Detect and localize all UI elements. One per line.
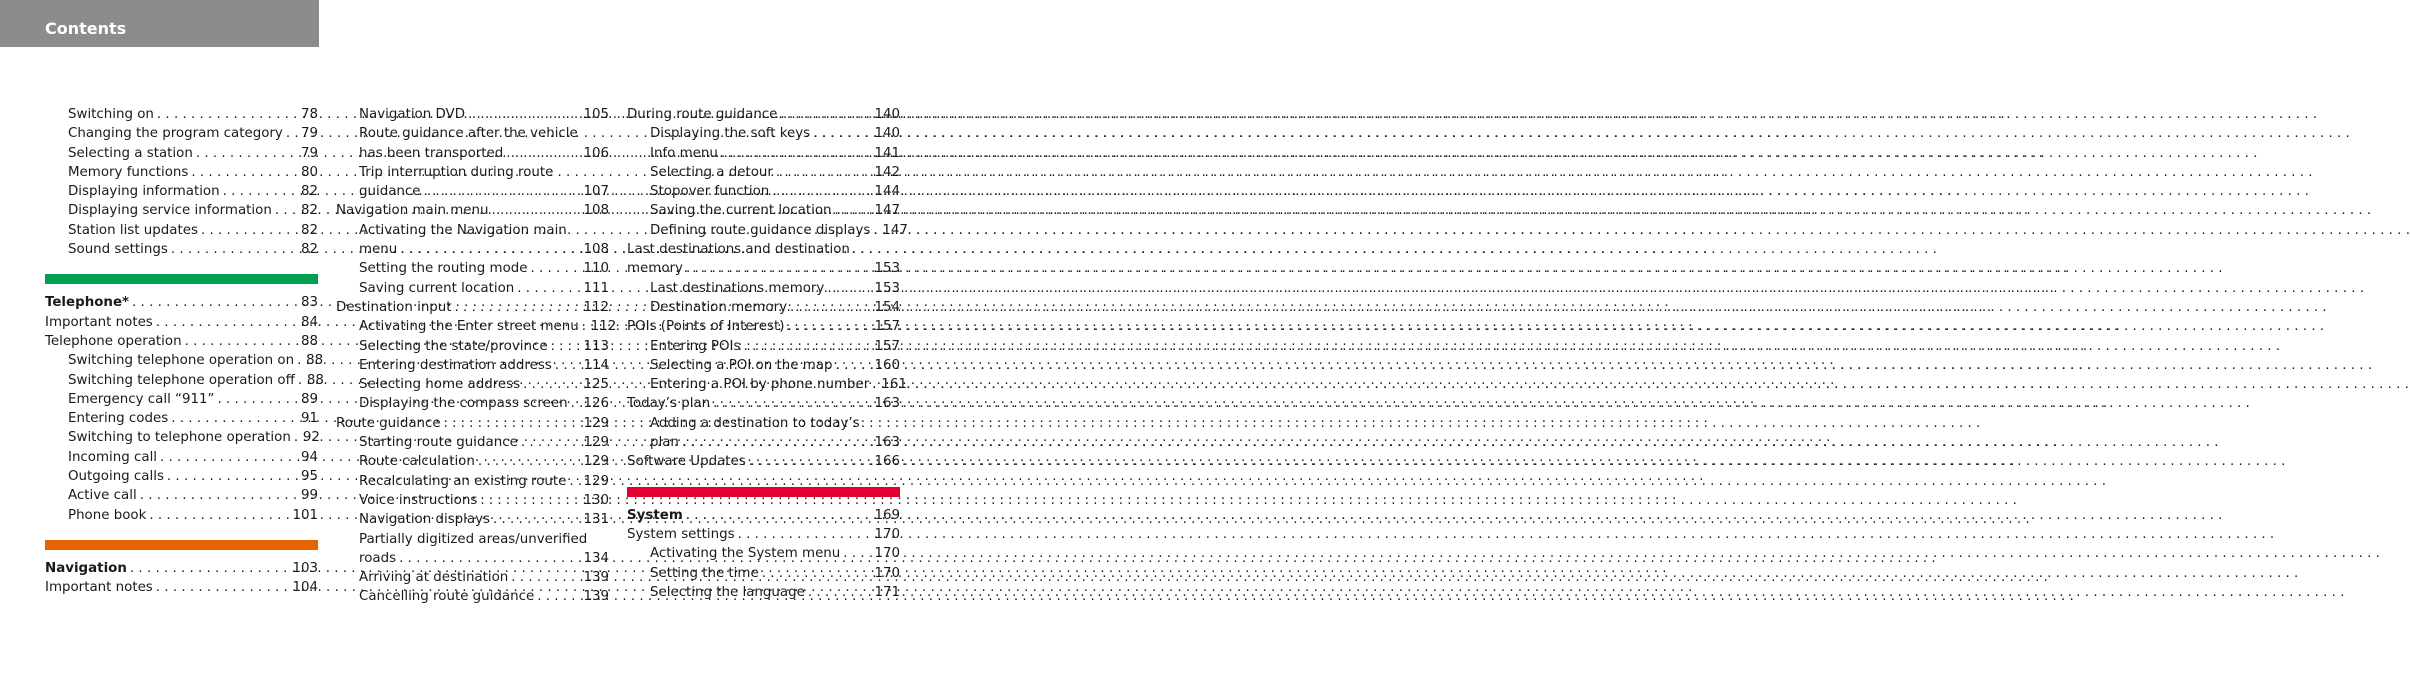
toc-entry-page: 82 [300,184,318,200]
toc-entry[interactable] [336,144,609,163]
toc-entry-title: System settings [627,526,735,542]
toc-entry-page: 82 [300,242,318,258]
toc-entry[interactable] [336,375,609,394]
toc-entry-page: 170 [874,546,900,562]
toc-entry-page: 163 [874,396,900,412]
toc-entry[interactable] [336,105,609,124]
toc-entry-title: Entering codes [68,411,169,427]
toc-entry[interactable] [336,163,609,182]
toc-entry-page: 82 [300,222,318,238]
toc-entry[interactable] [627,414,900,433]
dot-leader [493,510,580,529]
dot-leader [132,293,298,312]
toc-entry-page: 78 [300,107,318,122]
toc-entry-page: 134 [583,550,609,566]
dot-leader [551,337,581,356]
toc-entry-title: Displaying service information [68,203,272,219]
toc-entry-page: 129 [583,473,609,489]
dot-leader [762,564,872,583]
dot-leader [424,182,581,201]
dot-leader [523,375,580,394]
toc-entry[interactable] [627,259,900,278]
dot-leader [721,144,872,163]
toc-entry-page: 84 [300,314,318,330]
toc-entry-title: Setting the routing mode [359,261,528,277]
dot-leader [788,317,872,336]
toc-entry-title: Voice instructions [359,492,478,508]
toc-entry-title: Adding a destination to today’s [650,415,860,431]
toc-entry-title: Incoming call [68,449,158,465]
toc-entry[interactable] [627,452,900,471]
toc-entry[interactable] [627,356,900,375]
toc-entry[interactable] [45,559,318,578]
toc-entry-page: 160 [874,357,900,373]
toc-entry-page: 107 [583,184,609,200]
dot-leader [776,163,872,182]
toc-entry-page: 108 [583,203,609,219]
dot-leader [167,467,298,486]
dot-leader [156,313,298,332]
dot-leader [156,578,290,597]
toc-entry[interactable] [627,124,900,143]
toc-entry-title: Activating the Navigation main [359,222,567,238]
dot-leader [444,414,581,433]
toc-entry[interactable] [45,486,318,505]
toc-entry-title: menu [359,242,398,258]
toc-entry-title: Displaying information [68,184,220,200]
toc-entry-title: Navigation main menu [336,203,489,219]
section-bar-navigation [45,540,318,550]
toc-entry[interactable] [627,182,900,201]
dot-leader [749,452,872,471]
toc-entry-title: Switching telephone operation off [68,372,295,388]
toc-entry-page: 125 [583,377,609,393]
dot-leader [491,201,580,220]
toc-entry-page: 106 [583,145,609,161]
toc-entry[interactable] [336,337,609,356]
toc-entry-page: 140 [874,126,900,142]
toc-entry-title: Important notes [45,314,153,330]
toc-entry-page: 94 [300,449,318,465]
toc-entry-page: 139 [583,570,609,586]
toc-entry[interactable] [336,549,609,568]
dot-leader [686,259,871,278]
dot-leader [537,587,580,606]
dot-leader [160,448,298,467]
dot-leader [569,472,580,491]
toc-entry[interactable] [627,583,900,602]
toc-entry-page: 103 [292,560,318,576]
toc-entry[interactable] [45,221,318,240]
dot-leader [555,356,581,375]
toc-entry-title: Arriving at destination [359,570,509,586]
toc-entry-page: 89 [300,391,318,407]
dot-leader [790,298,871,317]
toc-entry-page: 147 [882,222,908,238]
dot-leader [185,332,298,351]
toc-entry-title: Route guidance [336,415,441,431]
toc-entry-title: Info menu [650,145,718,161]
toc-entry-page: 80 [300,164,318,180]
toc-entry-title: Navigation [45,560,127,576]
toc-entry-page: 95 [300,469,318,485]
toc-entry-title: Today’s plan [627,396,711,412]
toc-entry-title: Selecting the language [650,584,805,600]
toc-entry-page: 110 [583,261,609,277]
toc-entry-page: 141 [874,145,900,161]
toc-entry[interactable] [45,351,324,370]
toc-entry-title: Selecting home address [359,377,521,393]
toc-entry[interactable] [336,433,609,452]
toc-entry-title: During route guidance [627,107,778,122]
dot-leader [571,394,581,413]
toc-entry[interactable] [336,124,609,143]
toc-entry[interactable] [336,587,609,606]
toc-entry[interactable] [45,105,318,124]
dot-leader [843,544,871,563]
dot-leader [455,298,581,317]
toc-entry-title: Emergency call “911” [68,391,215,407]
toc-entry-title: Partially digitized areas/unverified [359,531,588,547]
toc-entry-title: Displaying the compass screen [359,396,568,412]
toc-entry[interactable] [336,240,609,259]
dot-leader [835,356,871,375]
toc-entry-page: 83 [300,295,318,311]
toc-entry[interactable] [627,221,908,240]
dot-leader [149,506,289,525]
dot-leader [582,317,588,336]
dot-leader [171,240,298,259]
toc-entry-page: 129 [583,435,609,451]
toc-entry-title: Cancelling route guidance [359,589,535,605]
toc-entry-title: plan [650,435,679,451]
dot-leader [217,390,297,409]
toc-entry[interactable] [627,201,900,220]
toc-entry[interactable] [336,472,609,491]
toc-entry[interactable] [627,105,900,124]
toc-entry-title: roads [359,550,397,566]
dot-leader [780,105,871,124]
toc-entry-page: 171 [874,584,900,600]
toc-entry[interactable] [45,409,318,428]
toc-entry-title: Defining route guidance displays [650,222,871,238]
toc-entry[interactable] [336,452,609,471]
toc-entry[interactable] [336,298,609,317]
toc-entry[interactable] [45,182,318,201]
toc-entry-title: Starting route guidance [359,435,518,451]
toc-entry[interactable] [336,259,609,278]
toc-entry[interactable] [336,568,609,587]
toc-entry[interactable] [45,201,318,220]
toc-entry-page: 130 [583,492,609,508]
toc-entry-page: 99 [300,488,318,504]
dot-leader [686,506,872,525]
toc-entry-title: Outgoing calls [68,469,164,485]
toc-entry[interactable] [627,375,907,394]
toc-entry-title: memory [627,261,683,277]
toc-column-3 [627,105,908,602]
toc-entry-title: Route guidance after the vehicle [359,126,578,142]
dot-leader [682,433,872,452]
dot-leader [468,105,580,124]
toc-entry-title: Telephone operation [45,333,182,349]
toc-entry-title: Saving the current location [650,203,832,219]
toc-entry-title: Selecting a POI on the map [650,357,833,373]
dot-leader [130,559,290,578]
dot-leader [157,105,298,124]
toc-entry-title: Active call [68,488,137,504]
toc-entry-page: 112 [590,319,617,335]
toc-entry-title: Last destinations memory [650,280,825,296]
dot-leader [517,279,580,298]
toc-entry-title: Entering POIs [650,338,741,354]
toc-entry-title: Navigation DVD [359,107,466,122]
toc-entry-title: System [627,507,683,523]
toc-entry-title: Route calculation [359,454,475,470]
dot-leader [713,394,871,413]
dot-leader [478,452,581,471]
toc-entry-title: Destination memory [650,299,788,315]
toc-entry[interactable] [627,394,900,413]
toc-entry-page: 88 [306,372,324,388]
dot-leader [521,433,581,452]
toc-entry[interactable] [627,433,900,452]
toc-entry-page: 113 [583,338,609,354]
dot-leader [171,409,298,428]
toc-entry-page: 170 [874,565,900,581]
toc-entry-page: 108 [583,242,609,258]
toc-entry-page: 111 [583,280,609,296]
dot-leader [827,279,871,298]
toc-entry-title: Displaying the soft keys [650,126,811,142]
section-bar-telephone [45,274,318,284]
toc-entry[interactable] [627,144,900,163]
toc-entry-title: POIs (Points of Interest) [627,319,785,335]
toc-entry[interactable] [627,564,900,583]
toc-entry-page: 139 [583,589,609,605]
toc-entry[interactable] [627,317,900,336]
toc-column-2 [336,105,617,607]
toc-entry-title: Switching telephone operation on [68,353,295,369]
dot-leader [480,491,580,510]
toc-entry-title: Destination input [336,299,452,315]
toc-entry-page: 157 [874,319,900,335]
toc-entry[interactable] [336,491,609,510]
toc-entry[interactable] [45,428,318,447]
toc-entry-page: 79 [300,145,318,161]
toc-entry-title: Important notes [45,580,153,596]
dot-leader [808,583,872,602]
toc-entry-title: Trip interruption during route [359,164,554,180]
toc-column-1 [45,105,324,598]
toc-entry[interactable] [336,317,617,336]
toc-entry[interactable] [336,279,609,298]
toc-entry[interactable] [336,394,609,413]
dot-leader [399,549,580,568]
toc-entry[interactable] [336,530,609,549]
toc-entry[interactable] [45,293,318,312]
toc-entry-page: 154 [874,299,900,315]
dot-leader [191,163,298,182]
toc-entry-title: Switching to telephone operation [68,430,291,446]
page-title: Contents [45,19,127,38]
toc-entry-title: Telephone* [45,295,130,311]
dot-leader [772,182,871,201]
toc-entry-title: Recalculating an existing route [359,473,567,489]
toc-entry[interactable] [45,467,318,486]
toc-entry-title: Saving current location [359,280,515,296]
toc-entry-page: 114 [583,357,609,373]
toc-entry[interactable] [45,506,318,525]
toc-entry-title: Last destinations and destination [627,242,850,258]
toc-entry[interactable] [45,578,318,597]
toc-entry[interactable] [45,124,318,143]
toc-entry-page: 161 [881,377,907,393]
toc-entry-page: 144 [874,184,900,200]
toc-entry-page: 170 [874,526,900,542]
toc-entry-page: 153 [874,261,900,277]
toc-entry[interactable] [45,144,318,163]
toc-entry[interactable] [627,525,900,544]
toc-entry[interactable] [336,221,609,240]
toc-entry-title: Changing the program category [68,126,283,142]
dot-leader [506,144,580,163]
toc-entry[interactable] [336,356,609,375]
dot-leader [201,221,298,240]
toc-entry[interactable] [627,337,900,356]
dot-leader [813,124,871,143]
dot-leader [298,371,304,390]
toc-entry[interactable] [627,544,900,563]
toc-entry-page: 169 [874,507,900,523]
toc-entry-title: Activating the Enter street menu [359,319,579,335]
dot-leader [223,182,298,201]
dot-leader [873,221,879,240]
dot-leader [511,568,580,587]
toc-entry[interactable] [336,414,609,433]
toc-entry[interactable] [45,332,318,351]
dot-leader [196,144,298,163]
toc-entry-title: Sound settings [68,242,168,258]
toc-entry-page: 147 [874,203,900,219]
dot-leader [275,201,298,220]
toc-entry-page: 79 [300,126,318,142]
dot-leader [531,259,581,278]
dot-leader [738,525,872,544]
toc-entry-title: Memory functions [68,164,189,180]
toc-entry-title: Phone book [68,507,147,523]
toc-entry[interactable] [336,201,609,220]
toc-entry-page: 101 [292,507,318,523]
toc-entry-page: 88 [300,333,318,349]
toc-entry-page: 104 [292,580,318,596]
toc-entry-title: Software Updates [627,454,746,470]
header-bar [0,0,319,47]
toc-entry-page: 92 [302,430,320,446]
toc-entry-title: Navigation displays [359,512,491,528]
toc-entry[interactable] [627,240,900,259]
toc-entry[interactable] [627,506,900,525]
toc-entry[interactable] [627,298,900,317]
toc-entry-title: Selecting a detour [650,164,773,180]
toc-entry-page: 129 [583,454,609,470]
toc-entry[interactable] [627,279,900,298]
toc-entry-page: 142 [874,164,900,180]
toc-entry-title: Entering a POI by phone number [650,377,870,393]
dot-leader [140,486,298,505]
toc-entry-page: 91 [300,411,318,427]
toc-entry-title: Stopover function [650,184,770,200]
toc-entry-page: 163 [874,435,900,451]
toc-entry[interactable] [336,182,609,201]
toc-entry-title: Selecting the state/province [359,338,548,354]
toc-entry[interactable] [45,371,324,390]
toc-entry[interactable] [336,510,609,529]
toc-entry-page: 88 [306,353,324,369]
toc-entry-page: 157 [874,338,900,354]
toc-entry-title: Station list updates [68,222,198,238]
toc-entry-title: Selecting a station [68,145,193,161]
toc-entry[interactable] [45,390,318,409]
toc-entry-page: 126 [583,396,609,412]
dot-leader [286,124,298,143]
toc-entry-title: Switching on [68,107,154,122]
toc-entry-title: guidance [359,184,421,200]
toc-entry-page: 140 [874,107,900,122]
dot-leader [872,375,878,394]
section-bar-system [627,487,900,497]
toc-entry-page: 131 [583,512,609,528]
toc-entry-title: Activating the System menu [650,546,841,562]
toc-entry-page: 105 [583,107,609,122]
toc-entry-title: Setting the time [650,565,759,581]
toc-entry-page: 129 [583,415,609,431]
toc-entry[interactable] [45,448,318,467]
toc-entry[interactable] [45,240,318,259]
dot-leader [743,337,871,356]
toc-entry-page: 166 [874,454,900,470]
toc-entry-title: has been transported [359,145,504,161]
toc-entry[interactable] [45,163,318,182]
dot-leader [294,428,300,447]
toc-entry[interactable] [627,163,900,182]
dot-leader [400,240,580,259]
toc-entry[interactable] [45,313,318,332]
toc-entry-page: 112 [583,299,609,315]
toc-entry-page: 153 [874,280,900,296]
toc-entry-page: 82 [300,203,318,219]
dot-leader [297,351,303,370]
dot-leader [835,201,872,220]
toc-entry-title: Entering destination address [359,357,552,373]
